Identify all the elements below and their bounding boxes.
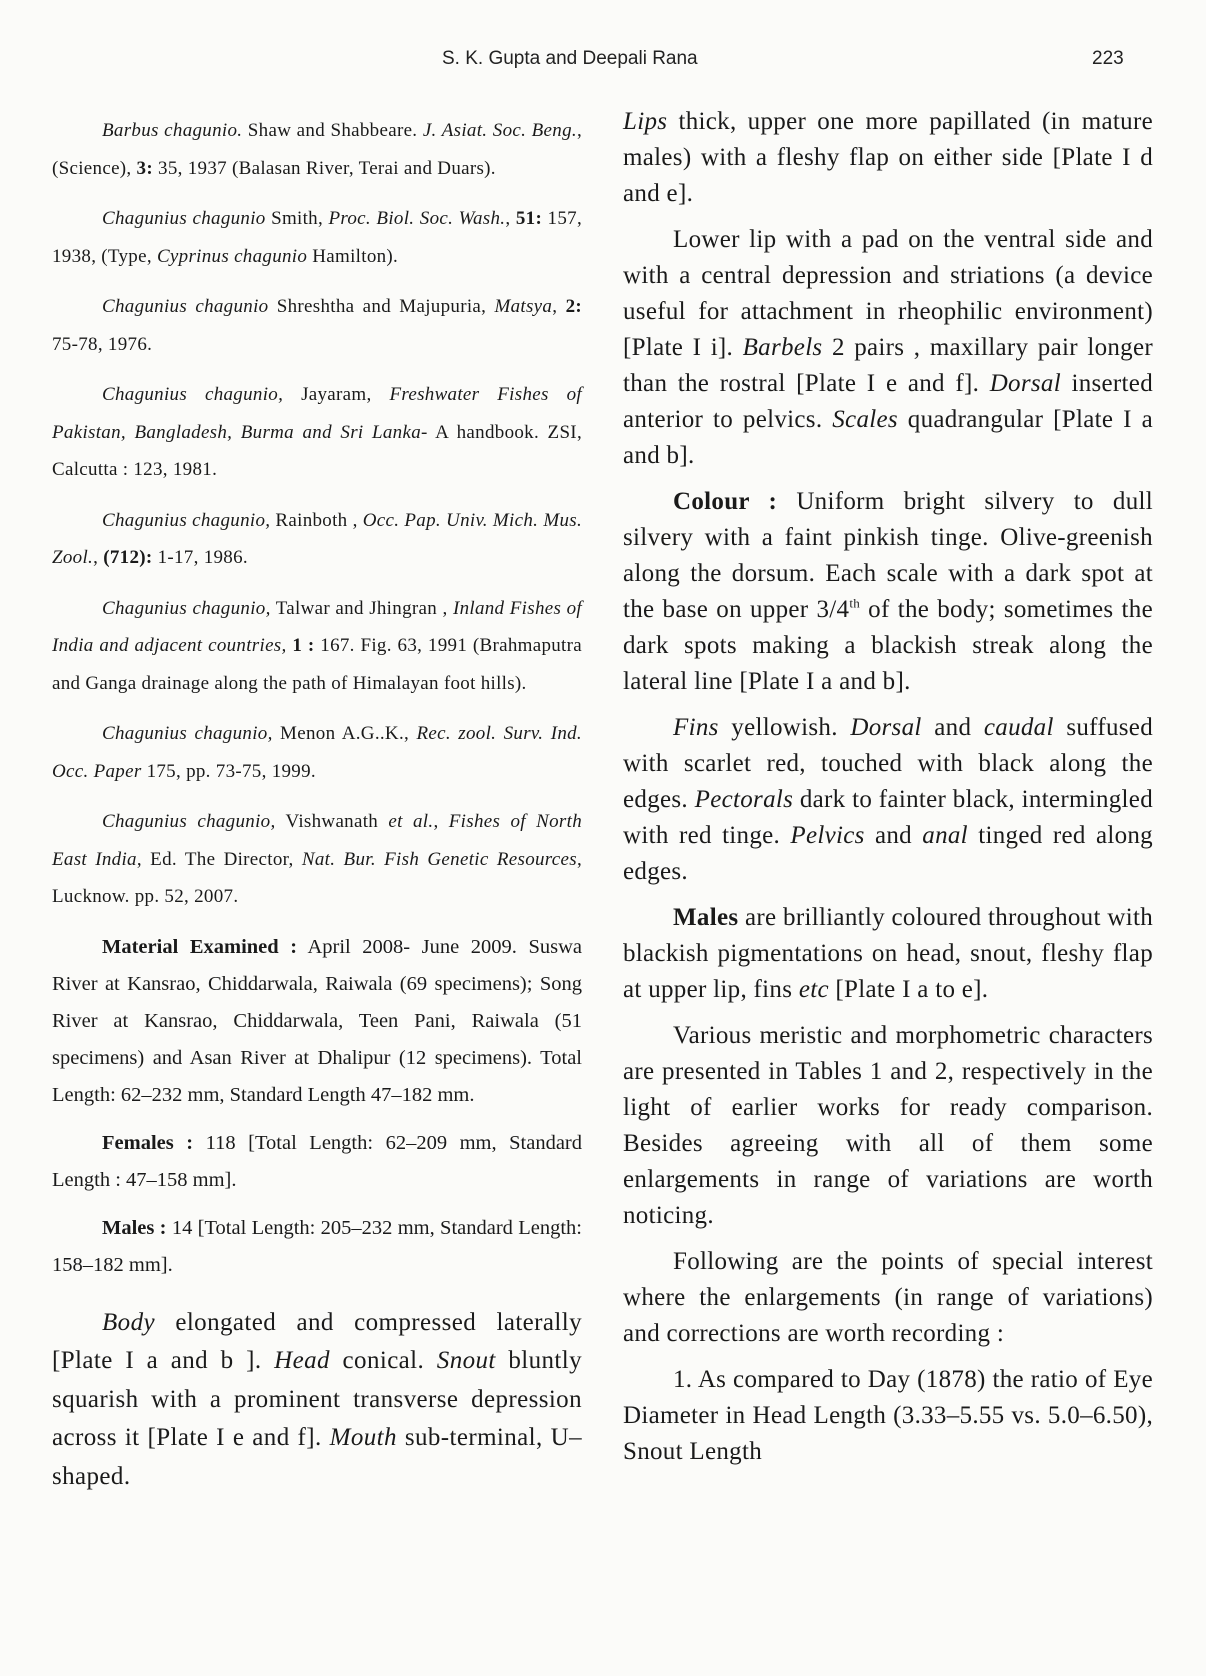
reference-entry <box>52 715 582 790</box>
point-1-paragraph: 1. As compared to Day (1878) the ratio of Eye Diameter in Head Length (3.33–5.55 vs. 5.0–6.50), Snout Length <box>623 1366 1153 1465</box>
citation-source: Rec. zool. Surv. Ind. Occ. Paper <box>52 723 582 782</box>
citation-detail: A handbook. ZSI, Calcutta : 123, 1981. <box>52 421 582 480</box>
material-text: April 2008- June 2009. Suswa River at Kansrao, Chiddarwala, Raiwala (69 specimens); Song River at Kansrao, Chiddarwala, Teen Pani, Raiwala (51 specimens) and Asan River at Dhalipur (12 specimens). Total Length: 62–232 mm, Standard Length 47–182 mm. <box>52 935 582 1106</box>
reference-entry <box>52 200 582 275</box>
species-name: Cyprinus chagunio <box>156 245 308 267</box>
paragraph-text: Uniform bright silvery to dull silvery with a faint pinkish tinge. Olive-greenish along the dorsum. Each scale with a dark spot at the base on upper 3/4 <box>623 488 1153 623</box>
reference-entry <box>52 112 582 187</box>
body-description <box>52 1304 582 1497</box>
body-text: conical. <box>329 1347 437 1374</box>
term-scales: Scales <box>832 406 898 433</box>
body-text: elongated and compressed laterally [Plate I a and b ]. <box>52 1308 582 1374</box>
males-text: 14 [Total Length: 205–232 mm, Standard Length: 158–182 mm]. <box>52 1216 582 1276</box>
paragraph-text: yellowish. <box>718 714 851 741</box>
paragraph-text: 2 pairs , maxillary pair longer than the rostral [Plate I e and f]. <box>623 334 1154 397</box>
term-caudal: caudal <box>983 714 1054 741</box>
colour-label: Colour : <box>673 488 778 515</box>
species-name: Barbus chagunio. <box>102 120 243 141</box>
citation-source: Fishes of North East India <box>52 811 582 870</box>
term-barbels: Barbels <box>742 334 823 361</box>
paragraph-text: inserted anterior to pelvics. <box>623 370 1154 433</box>
term-body: Body <box>102 1308 155 1336</box>
citation-authors: Jayaram, <box>283 384 390 405</box>
term-anal: anal <box>922 822 968 849</box>
paragraph-text: suffused with scarlet red, touched with black along the edges. <box>623 714 1153 813</box>
females-text: 118 [Total Length: 62–209 mm, Standard Length : 47–158 mm]. <box>52 1131 583 1191</box>
lips-paragraph <box>623 104 1153 212</box>
citation-source: Matsya <box>494 296 553 317</box>
citation-detail: , Lucknow. pp. 52, 2007. <box>52 848 583 907</box>
running-head: S. K. Gupta and Deepali Rana <box>442 48 698 69</box>
citation-source: J. Asiat. Soc. Beng. <box>422 120 577 141</box>
citation-authors: Rainboth , <box>270 509 363 531</box>
citation-detail: , <box>552 296 566 317</box>
fins-paragraph <box>623 710 1153 890</box>
citation-authors: Menon A.G..K., <box>272 723 417 744</box>
reference-entry <box>52 590 582 703</box>
citation-authors: Shreshtha and Majupuria, <box>268 296 495 317</box>
citation-authors: Talwar and Jhingran , <box>270 597 453 619</box>
superscript: th <box>849 595 861 611</box>
term-lips: Lips <box>623 108 668 135</box>
reference-entry <box>52 376 582 489</box>
term-pectorals: Pectorals <box>694 786 794 813</box>
term-dorsal: Dorsal <box>989 370 1061 397</box>
citation-volume: 51: <box>515 208 543 229</box>
paragraph-text: tinged red along edges. <box>623 822 1153 885</box>
colour-paragraph <box>623 484 1153 700</box>
term-head: Head <box>274 1347 330 1374</box>
males-paragraph <box>52 1210 582 1284</box>
lower-lip-paragraph <box>623 222 1153 474</box>
paragraph-text: and <box>921 714 984 741</box>
citation-volume: 1 : <box>292 635 315 656</box>
citation-detail: 1-17, 1986. <box>152 547 248 568</box>
males-label: Males : <box>102 1216 167 1239</box>
citation-detail: , <box>505 208 516 229</box>
species-name: Chagunius chagunio, <box>102 723 273 744</box>
reference-entry <box>52 288 582 363</box>
species-name: Chagunius chagunio, <box>102 811 276 832</box>
term-pelvics: Pelvics <box>790 822 865 849</box>
reference-entry <box>52 803 582 916</box>
males-colour-paragraph <box>623 900 1153 1008</box>
paragraph-text: dark to fainter black, intermingled with red tinge. <box>623 786 1153 849</box>
citation-detail: , <box>93 547 104 568</box>
body-text: sub-terminal, U–shaped. <box>52 1424 582 1490</box>
citation-detail: Hamilton). <box>307 245 399 267</box>
body-text: bluntly squarish with a prominent transverse depression across it [Plate I e and f]. <box>52 1347 582 1451</box>
species-name: Chagunius chagunio, <box>102 509 271 531</box>
material-examined <box>52 929 582 1114</box>
citation-detail: 75-78, 1976. <box>52 333 153 355</box>
citation-authors: Vishwanath <box>275 811 389 832</box>
species-name: Chagunius chagunio <box>102 208 266 229</box>
reference-entry <box>52 502 582 577</box>
citation-authors: Shaw and Shabbeare. <box>242 120 423 141</box>
species-name: Chagunius chagunio <box>102 296 269 317</box>
females-label: Females : <box>102 1131 194 1154</box>
citation-source: Proc. Biol. Soc. Wash. <box>328 208 506 229</box>
paragraph-text: quadrangular [Plate I a and b]. <box>623 406 1153 469</box>
page-number: 223 <box>1092 48 1124 69</box>
citation-source: Freshwater Fishes of Pakistan, Bangladesh, Burma and Sri Lanka- <box>52 384 582 443</box>
citation-detail: 175, pp. 73-75, 1999. <box>141 760 316 782</box>
citation-volume: 3: <box>136 157 153 179</box>
citation-detail: 167. Fig. 63, 1991 (Brahmaputra and Ganga drainage along the path of Himalayan foot hills). <box>52 635 582 694</box>
term-fins: Fins <box>673 714 719 741</box>
citation-detail: , (Science), <box>52 120 583 179</box>
citation-detail: 35, 1937 (Balasan River, Terai and Duars). <box>152 157 496 179</box>
citation-detail: , <box>433 811 449 832</box>
various-paragraph: Various meristic and morphometric characters are presented in Tables 1 and 2, respectively in the light of earlier works for ready comparison. Besides agreeing with all of them some enlargements in range of variations are worth noticing. <box>623 1022 1153 1229</box>
citation-source: Occ. Pap. Univ. Mich. Mus. Zool. <box>52 509 582 568</box>
paragraph-text: and <box>864 822 923 849</box>
citation-volume: (712): <box>103 547 153 568</box>
citation-detail: , Ed. The Director, <box>136 848 302 870</box>
paragraph-text: of the body; sometimes the dark spots making a blackish streak along the lateral line [Plate I a and b]. <box>623 596 1153 695</box>
material-label: Material Examined : <box>102 935 298 958</box>
paragraph-text: [Plate I a to e]. <box>828 976 989 1003</box>
citation-etal: et al. <box>388 811 434 832</box>
citation-source: Nat. Bur. Fish Genetic Resources <box>301 848 577 870</box>
paragraph-text: thick, upper one more papillated (in mature males) with a fleshy flap on either side [Plate I d and e]. <box>623 108 1153 207</box>
right-column <box>623 104 1153 1480</box>
term-etc: etc <box>798 976 829 1003</box>
term-dorsal: Dorsal <box>850 714 922 741</box>
citation-source: Inland Fishes of India and adjacent countries, <box>52 597 582 656</box>
paragraph-text: Lower lip with a pad on the ventral side and with a central depression and striations (a device useful for attachment in rheophilic environment) [Plate I i]. <box>623 226 1153 361</box>
paragraph-text: are brilliantly coloured throughout with blackish pigmentations on head, snout, fleshy flap at upper lip, fins <box>623 904 1153 1003</box>
females-paragraph <box>52 1125 582 1199</box>
left-column <box>52 112 582 1496</box>
term-mouth: Mouth <box>329 1424 397 1451</box>
citation-detail: 157, 1938, (Type, <box>52 208 582 267</box>
species-name: Chagunius chagunio, <box>102 597 271 619</box>
citation-volume: 2: <box>565 296 582 317</box>
following-paragraph: Following are the points of special interest where the enlargements (in range of variations) and corrections are worth recording : <box>623 1248 1153 1347</box>
term-snout: Snout <box>436 1347 496 1374</box>
species-name: Chagunius chagunio, <box>102 384 284 405</box>
running-header <box>0 48 1206 78</box>
citation-authors: Smith, <box>265 208 329 229</box>
males-label: Males <box>673 904 739 931</box>
